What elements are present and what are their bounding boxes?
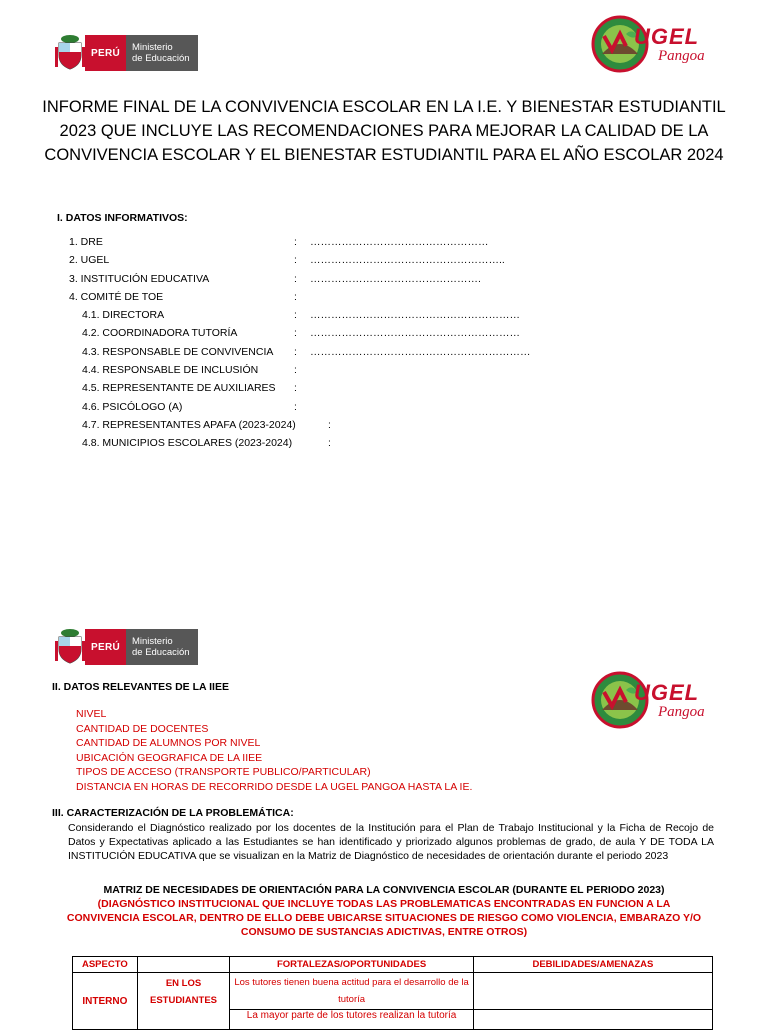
list-item: TIPOS DE ACCESO (TRANSPORTE PUBLICO/PARTICULAR) bbox=[76, 766, 371, 778]
matrix-subtitle: (DIAGNÓSTICO INSTITUCIONAL QUE INCLUYE TODAS LAS PROBLEMATICAS ENCONTRADAS EN FUNCION A LA CONVIVENCIA ESCOLAR, DENTRO DE ELLO DEBE UBICARSE SITUACIONES DE RIESGO COMO VIOLENCIA, EMBARAZO Y/O CONSUMO DE SUSTANCIAS ADICTIVAS, ENTRE OTROS) bbox=[66, 898, 702, 938]
ugel-text: UGEL bbox=[634, 680, 700, 705]
list-item: NIVEL bbox=[76, 708, 107, 720]
group-cell: EN LOS ESTUDIANTES bbox=[137, 973, 230, 1030]
strength-cell: Los tutores tienen buena actitud para el desarrollo de la tutoría bbox=[230, 973, 474, 1010]
ugel-logo bbox=[590, 670, 714, 732]
ugel-logo bbox=[590, 14, 714, 76]
matrix-table bbox=[72, 956, 713, 1030]
list-item: 4.4. RESPONSABLE DE INCLUSIÓN : bbox=[82, 364, 297, 377]
datos-list bbox=[0, 233, 768, 453]
header-debilidades: DEBILIDADES/AMENAZAS bbox=[473, 957, 712, 973]
peru-shield-icon bbox=[55, 627, 85, 667]
minedu-logo bbox=[55, 33, 198, 73]
section-1-heading: I. DATOS INFORMATIVOS: bbox=[57, 212, 188, 224]
list-item: 4.3. RESPONSABLE DE CONVIVENCIA : ……………………………………………………… bbox=[82, 345, 531, 358]
ugel-subtext: Pangoa bbox=[658, 48, 705, 64]
list-item: DISTANCIA EN HORAS DE RECORRIDO DESDE LA UGEL PANGOA HASTA LA IE. bbox=[76, 780, 473, 793]
relevant-data-list bbox=[76, 707, 472, 794]
page-title: INFORME FINAL DE LA CONVIVENCIA ESCOLAR EN LA I.E. Y BIENESTAR ESTUDIANTIL 2023 QUE INCLUYE LAS RECOMENDACIONES PARA MEJORAR LA CALIDAD DE LA CONVIVENCIA ESCOLAR Y EL BIENESTAR ESTUDIANTIL PARA EL AÑO ESCOLAR 2024 bbox=[42, 98, 726, 164]
ugel-subtext: Pangoa bbox=[658, 704, 705, 720]
list-item: UBICACIÓN GEOGRAFICA DE LA IIEE bbox=[76, 751, 263, 764]
peru-label: PERÚ bbox=[85, 35, 126, 71]
list-item: CANTIDAD DE ALUMNOS POR NIVEL bbox=[76, 737, 261, 749]
section-2-heading: II. DATOS RELEVANTES DE LA IIEE bbox=[52, 681, 229, 693]
header-aspecto: ASPECTO bbox=[73, 957, 138, 973]
list-item: CANTIDAD DE DOCENTES bbox=[76, 722, 209, 735]
minedu-logo bbox=[55, 627, 198, 667]
list-item: 2. UGEL : ……………………………………………….. bbox=[69, 254, 505, 267]
weakness-cell bbox=[473, 1010, 712, 1030]
header-fortalezas: FORTALEZAS/OPORTUNIDADES bbox=[230, 957, 474, 973]
ugel-text: UGEL bbox=[634, 24, 700, 49]
table-row bbox=[73, 973, 713, 1010]
ministry-label: Ministerio de Educación bbox=[126, 629, 198, 665]
list-item: 1. DRE : …………………………………………… bbox=[69, 236, 489, 248]
list-item: 4.1. DIRECTORA : …………………………………………………… bbox=[82, 309, 520, 322]
header-blank bbox=[137, 957, 230, 973]
list-item: 4.5. REPRESENTANTE DE AUXILIARES : bbox=[82, 382, 297, 395]
weakness-cell bbox=[473, 973, 712, 1010]
peru-label: PERÚ bbox=[85, 629, 126, 665]
section-3-paragraph: Considerando el Diagnóstico realizado por los docentes de la Institución para el Plan de Trabajo Institucional y la Ficha de Recojo de Datos y Expectativas aplicado a las Estudiantes se han identificado y priorizado algunos problemas de grado, de aula Y DE TODA LA INSTITUCIÓN EDUCATIVA que se visualizan en la Matriz de Diagnóstico de necesidades de orientación durante el periodo 2023 bbox=[68, 822, 714, 862]
list-item: 4.7. REPRESENTANTES APAFA (2023-2024) : bbox=[82, 418, 331, 431]
list-item: 3. INSTITUCIÓN EDUCATIVA : …………………………………………. bbox=[69, 272, 481, 285]
peru-shield-icon bbox=[55, 33, 85, 73]
matrix-title: MATRIZ DE NECESIDADES DE ORIENTACIÓN PARA LA CONVIVENCIA ESCOLAR (DURANTE EL PERIODO 2023) bbox=[103, 884, 665, 896]
list-item: 4.8. MUNICIPIOS ESCOLARES (2023-2024) : bbox=[82, 437, 331, 450]
list-item: 4.6. PSICÓLOGO (A) : bbox=[82, 400, 297, 413]
strength-cell: La mayor parte de los tutores realizan la tutoría bbox=[230, 1010, 474, 1030]
ministry-label: Ministerio de Educación bbox=[126, 35, 198, 71]
list-item: 4.2. COORDINADORA TUTORÍA : …………………………………………………… bbox=[82, 327, 520, 340]
list-item: 4. COMITÉ DE TOE : bbox=[69, 290, 297, 303]
aspect-cell: INTERNO bbox=[73, 973, 138, 1030]
section-3-heading: III. CARACTERIZACIÓN DE LA PROBLEMÁTICA: bbox=[52, 807, 294, 819]
table-header-row bbox=[73, 957, 713, 973]
